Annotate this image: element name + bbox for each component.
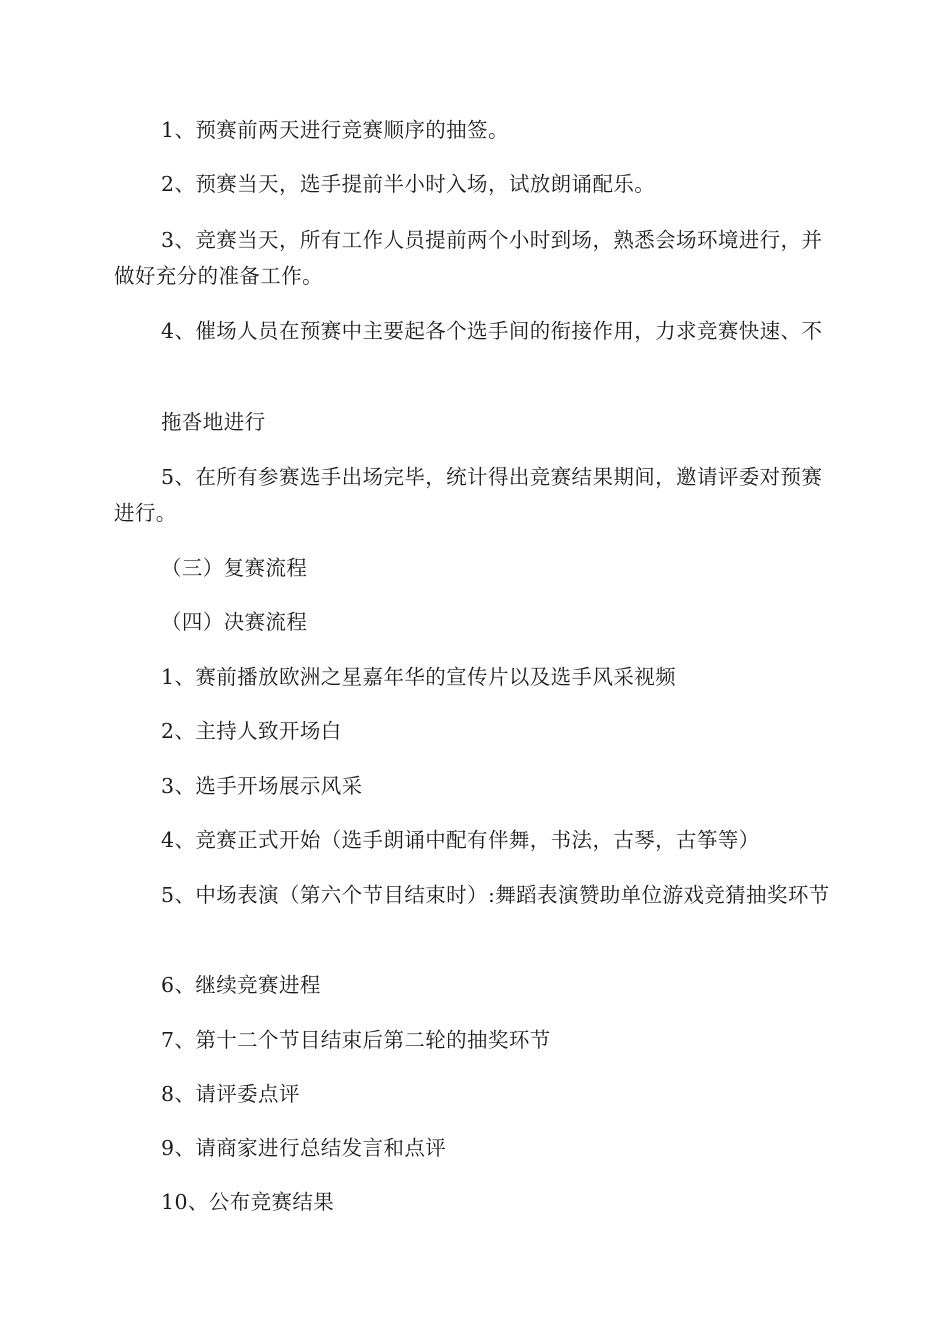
list-item-final-2: 2、主持人致开场白 [161, 719, 342, 743]
list-item-final-3: 3、选手开场展示风采 [161, 774, 363, 798]
paragraph-stage-manager: 4、催场人员在预赛中主要起各个选手间的衔接作用，力求竞赛快速、不 [161, 319, 823, 343]
list-item-final-6: 6、继续竞赛进程 [161, 973, 321, 997]
list-item-final-4: 4、竞赛正式开始（选手朗诵中配有伴舞，书法，古琴，古筝等） [161, 828, 760, 852]
paragraph-judges-review: 5、在所有参赛选手出场完毕，统计得出竞赛结果期间，邀请评委对预赛进行。 [114, 465, 823, 525]
list-item-final-1: 1、赛前播放欧洲之星嘉年华的宣传片以及选手风采视频 [161, 665, 677, 689]
list-item-final-5: 5、中场表演（第六个节目结束时）:舞蹈表演赞助单位游戏竞猜抽奖环节 [161, 883, 830, 907]
heading-semifinal: （三）复赛流程 [161, 556, 308, 580]
heading-final: （四）决赛流程 [161, 610, 308, 634]
list-item-final-10: 10、公布竞赛结果 [161, 1190, 335, 1214]
list-item-final-7: 7、第十二个节目结束后第二轮的抽奖环节 [161, 1028, 551, 1052]
list-item-final-8: 8、请评委点评 [161, 1082, 300, 1106]
paragraph-staff-arrival: 3、竞赛当天，所有工作人员提前两个小时到场，熟悉会场环境进行，并做好充分的准备工作。 [114, 228, 823, 288]
paragraph-prelim-draw: 1、预赛前两天进行竞赛顺序的抽签。 [161, 118, 509, 142]
paragraph-stage-manager-cont: 拖沓地进行 [161, 410, 266, 434]
list-item-final-9: 9、请商家进行总结发言和点评 [161, 1136, 447, 1160]
paragraph-prelim-day: 2、预赛当天，选手提前半小时入场，试放朗诵配乐。 [161, 172, 656, 196]
